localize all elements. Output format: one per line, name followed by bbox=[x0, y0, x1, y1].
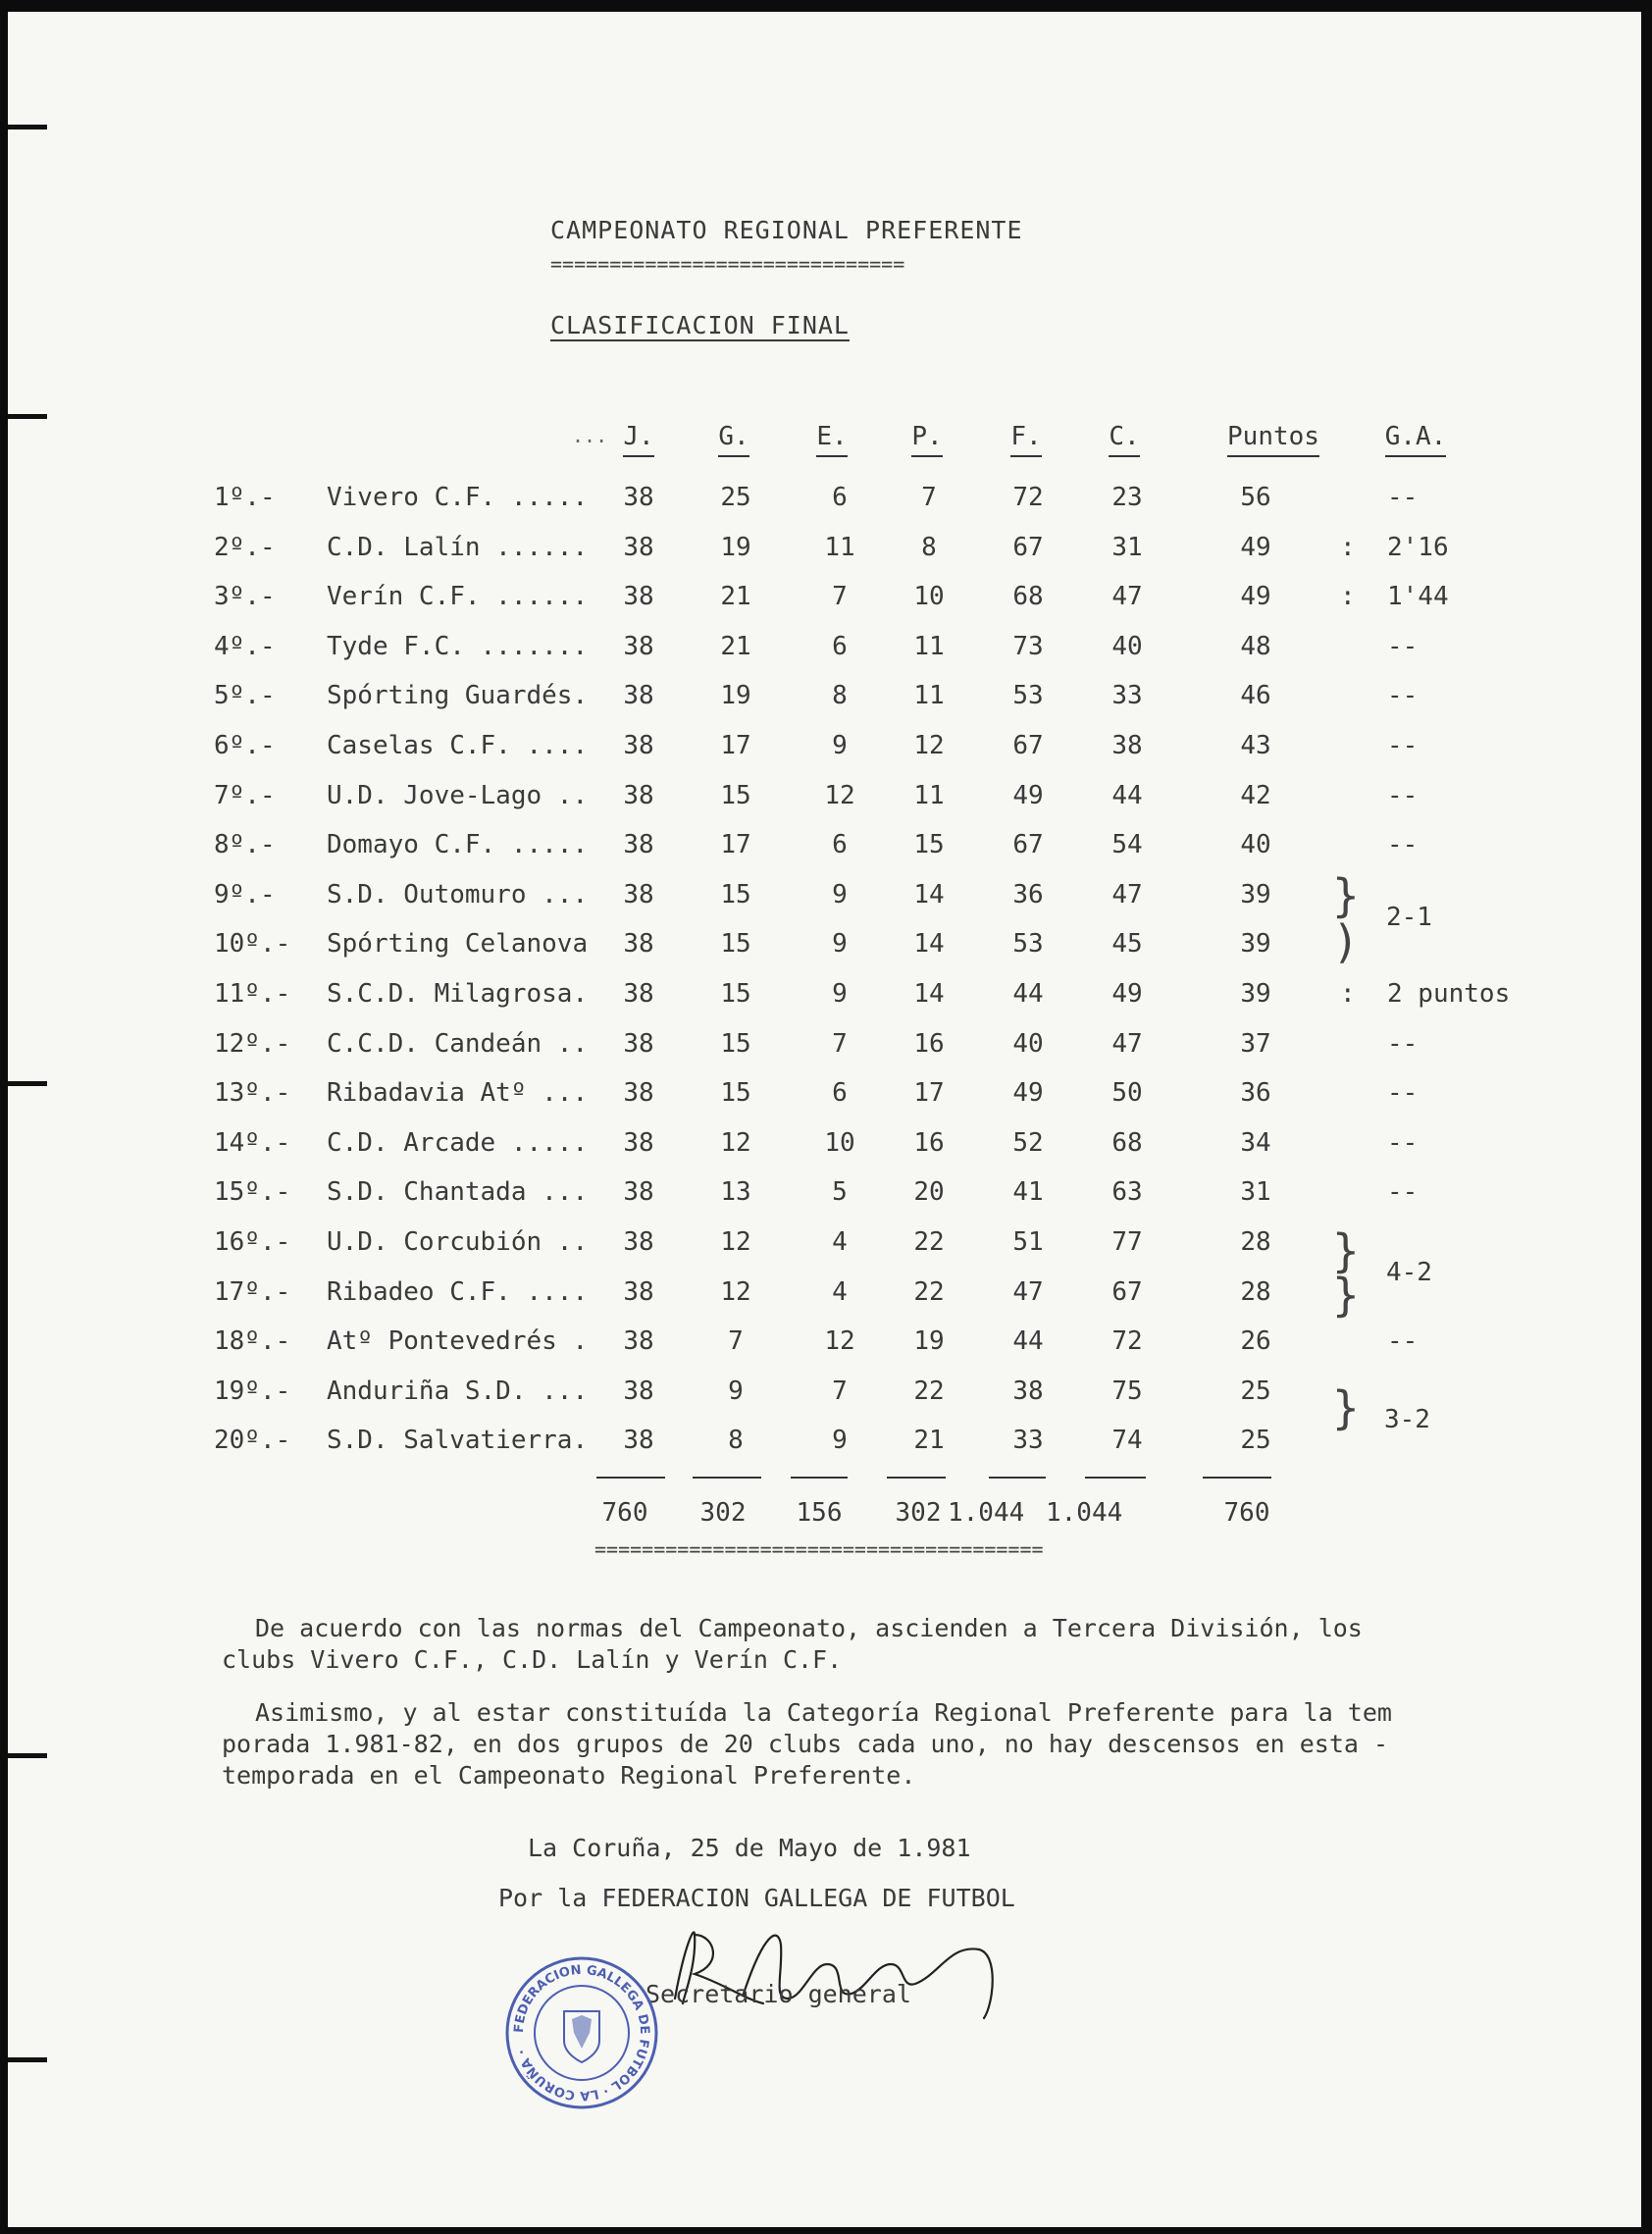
played: 38 bbox=[623, 1227, 654, 1257]
goals-against: 38 bbox=[1111, 731, 1143, 760]
goals-against: 49 bbox=[1111, 979, 1143, 1009]
won: 21 bbox=[720, 631, 751, 661]
table-row bbox=[8, 830, 1641, 879]
table-row bbox=[8, 1078, 1641, 1127]
group-note-16-17: 4-2 bbox=[1386, 1258, 1432, 1287]
paragraph-promotion-line-2: clubs Vivero C.F., C.D. Lalín y Verín C.F. bbox=[222, 1645, 843, 1674]
club-name: Vivero C.F. ..... bbox=[327, 483, 589, 512]
won: 19 bbox=[720, 681, 751, 711]
club-name: Tyde F.C. ....... bbox=[327, 631, 589, 661]
table-row bbox=[8, 781, 1641, 830]
won: 13 bbox=[720, 1177, 751, 1208]
punch-mark bbox=[8, 414, 47, 419]
club-name: U.D. Jove-Lago .. bbox=[327, 780, 589, 810]
drawn: 5 bbox=[832, 1177, 848, 1208]
goals-against: 23 bbox=[1111, 483, 1143, 512]
position: 16º.- bbox=[214, 1227, 291, 1257]
goals-for: 33 bbox=[1012, 1426, 1044, 1456]
won: 8 bbox=[728, 1426, 744, 1456]
goal-average: 2'16 bbox=[1387, 532, 1449, 562]
goals-for: 67 bbox=[1012, 532, 1044, 562]
won: 12 bbox=[720, 1276, 751, 1307]
table-row bbox=[8, 731, 1641, 780]
drawn: 4 bbox=[832, 1276, 848, 1307]
club-name: C.D. Lalín ...... bbox=[327, 532, 589, 562]
points: 39 bbox=[1240, 929, 1271, 960]
points: 48 bbox=[1240, 631, 1271, 661]
table-row bbox=[8, 1177, 1641, 1226]
goals-for: 67 bbox=[1012, 830, 1044, 860]
drawn: 4 bbox=[832, 1227, 848, 1257]
brace-9-10-lower: ) bbox=[1332, 915, 1360, 968]
lost: 14 bbox=[913, 979, 945, 1009]
table-row bbox=[8, 1326, 1641, 1376]
stamp-text: FEDERACION GALLEGA DE FUTBOL · LA CORUÑA · bbox=[511, 1962, 652, 2104]
document-page bbox=[8, 12, 1641, 2227]
goal-average: -- bbox=[1387, 780, 1419, 810]
played: 38 bbox=[623, 929, 654, 960]
total-c: 1.044 bbox=[1046, 1498, 1123, 1528]
club-name: C.D. Arcade ..... bbox=[327, 1127, 589, 1158]
won: 21 bbox=[720, 582, 751, 612]
document-title: CAMPEONATO REGIONAL PREFERENTE bbox=[550, 216, 1023, 244]
played: 38 bbox=[623, 631, 654, 661]
total-pts: 760 bbox=[1223, 1498, 1270, 1528]
position: 9º.- bbox=[214, 879, 276, 909]
points: 40 bbox=[1240, 830, 1271, 860]
total-bar-c bbox=[1085, 1477, 1146, 1479]
position: 19º.- bbox=[214, 1376, 291, 1406]
drawn: 9 bbox=[832, 731, 848, 760]
col-header-f: F. bbox=[987, 422, 1065, 451]
punch-mark bbox=[8, 2057, 47, 2062]
points: 25 bbox=[1240, 1426, 1271, 1456]
table-row bbox=[8, 929, 1641, 978]
club-name: S.C.D. Milagrosa. bbox=[327, 979, 589, 1009]
drawn: 6 bbox=[832, 483, 848, 512]
points: 49 bbox=[1240, 582, 1271, 612]
position: 11º.- bbox=[214, 979, 291, 1009]
goals-against: 77 bbox=[1111, 1227, 1143, 1257]
goals-for: 47 bbox=[1012, 1276, 1044, 1307]
position: 18º.- bbox=[214, 1326, 291, 1357]
played: 38 bbox=[623, 879, 654, 909]
played: 38 bbox=[623, 979, 654, 1009]
drawn: 6 bbox=[832, 631, 848, 661]
lost: 22 bbox=[913, 1376, 945, 1406]
played: 38 bbox=[623, 731, 654, 760]
points: 43 bbox=[1240, 731, 1271, 760]
points: 39 bbox=[1240, 979, 1271, 1009]
goal-average: -- bbox=[1387, 1177, 1419, 1208]
goals-for: 44 bbox=[1012, 979, 1044, 1009]
goals-against: 31 bbox=[1111, 532, 1143, 562]
played: 38 bbox=[623, 1426, 654, 1456]
points: 26 bbox=[1240, 1326, 1271, 1357]
table-row bbox=[8, 582, 1641, 631]
total-f: 1.044 bbox=[948, 1498, 1025, 1528]
club-name: Atº Pontevedrés . bbox=[327, 1326, 589, 1357]
goals-against: 75 bbox=[1111, 1376, 1143, 1406]
col-header-ga: G.A. bbox=[1367, 422, 1465, 451]
position: 5º.- bbox=[214, 681, 276, 711]
federation-stamp bbox=[503, 1954, 660, 2111]
lost: 22 bbox=[913, 1276, 945, 1307]
points: 28 bbox=[1240, 1276, 1271, 1307]
position: 14º.- bbox=[214, 1127, 291, 1158]
lost: 14 bbox=[913, 879, 945, 909]
won: 12 bbox=[720, 1227, 751, 1257]
goals-against: 54 bbox=[1111, 830, 1143, 860]
goals-against: 72 bbox=[1111, 1326, 1143, 1357]
drawn: 7 bbox=[832, 582, 848, 612]
lost: 10 bbox=[913, 582, 945, 612]
goal-average: -- bbox=[1387, 1127, 1419, 1158]
col-header-puntos: Puntos bbox=[1200, 422, 1347, 451]
lost: 22 bbox=[913, 1227, 945, 1257]
lost: 11 bbox=[913, 681, 945, 711]
total-bar-f bbox=[989, 1477, 1046, 1479]
goals-for: 52 bbox=[1012, 1127, 1044, 1158]
position: 13º.- bbox=[214, 1078, 291, 1109]
points: 56 bbox=[1240, 483, 1271, 512]
lost: 15 bbox=[913, 830, 945, 860]
points: 46 bbox=[1240, 681, 1271, 711]
played: 38 bbox=[623, 1326, 654, 1357]
goals-for: 36 bbox=[1012, 879, 1044, 909]
drawn: 8 bbox=[832, 681, 848, 711]
place-date: La Coruña, 25 de Mayo de 1.981 bbox=[528, 1834, 971, 1862]
lost: 7 bbox=[921, 483, 937, 512]
goals-for: 67 bbox=[1012, 731, 1044, 760]
points: 36 bbox=[1240, 1078, 1271, 1109]
total-j: 760 bbox=[601, 1498, 648, 1528]
played: 38 bbox=[623, 681, 654, 711]
points: 42 bbox=[1240, 780, 1271, 810]
goals-for: 53 bbox=[1012, 929, 1044, 960]
lost: 14 bbox=[913, 929, 945, 960]
played: 38 bbox=[623, 1177, 654, 1208]
total-p: 302 bbox=[895, 1498, 942, 1528]
goals-for: 73 bbox=[1012, 631, 1044, 661]
club-name: Spórting Guardés. bbox=[327, 681, 589, 711]
table-row bbox=[8, 632, 1641, 681]
total-e: 156 bbox=[796, 1498, 843, 1528]
goals-against: 68 bbox=[1111, 1127, 1143, 1158]
lost: 8 bbox=[921, 532, 937, 562]
brace-9-10: } bbox=[1332, 869, 1360, 922]
goals-for: 51 bbox=[1012, 1227, 1044, 1257]
group-note-19-20: 3-2 bbox=[1384, 1405, 1430, 1434]
goals-against: 47 bbox=[1111, 879, 1143, 909]
club-name: S.D. Salvatierra. bbox=[327, 1426, 589, 1456]
paragraph-relegation-line-2: porada 1.981-82, en dos grupos de 20 clubs cada uno, no hay descensos en esta - bbox=[222, 1730, 1389, 1758]
signature-scribble bbox=[655, 1905, 1008, 2033]
goals-against: 45 bbox=[1111, 929, 1143, 960]
group-note-9-10: 2-1 bbox=[1386, 903, 1432, 932]
goal-average: -- bbox=[1387, 681, 1419, 711]
goal-average: 2 puntos bbox=[1387, 979, 1511, 1009]
tiebreak-separator: : bbox=[1340, 979, 1356, 1009]
total-bar-p bbox=[887, 1477, 946, 1479]
drawn: 9 bbox=[832, 1426, 848, 1456]
goals-against: 47 bbox=[1111, 582, 1143, 612]
won: 12 bbox=[720, 1127, 751, 1158]
goal-average: -- bbox=[1387, 731, 1419, 760]
won: 7 bbox=[728, 1326, 744, 1357]
header-leader-dots: ... bbox=[572, 424, 608, 447]
goals-against: 50 bbox=[1111, 1078, 1143, 1109]
won: 17 bbox=[720, 731, 751, 760]
punch-mark bbox=[8, 125, 47, 130]
won: 15 bbox=[720, 929, 751, 960]
points: 31 bbox=[1240, 1177, 1271, 1208]
points: 25 bbox=[1240, 1376, 1271, 1406]
goals-for: 41 bbox=[1012, 1177, 1044, 1208]
position: 6º.- bbox=[214, 731, 276, 760]
won: 9 bbox=[728, 1376, 744, 1406]
drawn: 6 bbox=[832, 830, 848, 860]
paragraph-relegation-line-1: Asimismo, y al estar constituída la Categoría Regional Preferente para la tem bbox=[255, 1698, 1392, 1727]
tiebreak-separator: : bbox=[1340, 532, 1356, 562]
points: 39 bbox=[1240, 879, 1271, 909]
document-subtitle: CLASIFICACION FINAL bbox=[550, 311, 850, 339]
drawn: 9 bbox=[832, 879, 848, 909]
played: 38 bbox=[623, 1078, 654, 1109]
total-bar-j bbox=[596, 1477, 665, 1479]
brace-16-17-lower: } bbox=[1332, 1269, 1360, 1322]
goals-against: 33 bbox=[1111, 681, 1143, 711]
goal-average: 1'44 bbox=[1387, 582, 1449, 612]
goals-for: 40 bbox=[1012, 1028, 1044, 1059]
played: 38 bbox=[623, 532, 654, 562]
lost: 19 bbox=[913, 1326, 945, 1357]
won: 15 bbox=[720, 1028, 751, 1059]
goals-for: 72 bbox=[1012, 483, 1044, 512]
table-row bbox=[8, 1029, 1641, 1078]
total-g: 302 bbox=[699, 1498, 747, 1528]
lost: 17 bbox=[913, 1078, 945, 1109]
lost: 20 bbox=[913, 1177, 945, 1208]
points: 28 bbox=[1240, 1227, 1271, 1257]
drawn: 7 bbox=[832, 1028, 848, 1059]
club-name: S.D. Chantada ... bbox=[327, 1177, 589, 1208]
played: 38 bbox=[623, 1127, 654, 1158]
won: 15 bbox=[720, 879, 751, 909]
position: 15º.- bbox=[214, 1177, 291, 1208]
played: 38 bbox=[623, 830, 654, 860]
goal-average: -- bbox=[1387, 830, 1419, 860]
position: 8º.- bbox=[214, 830, 276, 860]
position: 7º.- bbox=[214, 780, 276, 810]
goals-against: 40 bbox=[1111, 631, 1143, 661]
goals-for: 44 bbox=[1012, 1326, 1044, 1357]
tiebreak-separator: : bbox=[1340, 582, 1356, 612]
goals-against: 74 bbox=[1111, 1426, 1143, 1456]
position: 4º.- bbox=[214, 631, 276, 661]
table-row bbox=[8, 979, 1641, 1028]
drawn: 11 bbox=[824, 532, 855, 562]
position: 1º.- bbox=[214, 483, 276, 512]
col-header-p: P. bbox=[888, 422, 966, 451]
drawn: 10 bbox=[824, 1127, 855, 1158]
goals-for: 53 bbox=[1012, 681, 1044, 711]
club-name: Ribadeo C.F. .... bbox=[327, 1276, 589, 1307]
club-name: Ribadavia Atº ... bbox=[327, 1078, 589, 1109]
drawn: 6 bbox=[832, 1078, 848, 1109]
lost: 16 bbox=[913, 1127, 945, 1158]
won: 25 bbox=[720, 483, 751, 512]
goals-for: 49 bbox=[1012, 1078, 1044, 1109]
club-name: Domayo C.F. ..... bbox=[327, 830, 589, 860]
goal-average: -- bbox=[1387, 483, 1419, 512]
goal-average: -- bbox=[1387, 1078, 1419, 1109]
punch-mark bbox=[8, 1753, 47, 1758]
won: 15 bbox=[720, 780, 751, 810]
lost: 16 bbox=[913, 1028, 945, 1059]
points: 49 bbox=[1240, 532, 1271, 562]
goals-for: 68 bbox=[1012, 582, 1044, 612]
club-name: U.D. Corcubión .. bbox=[327, 1227, 589, 1257]
goal-average: -- bbox=[1387, 631, 1419, 661]
club-name: Anduriña S.D. ... bbox=[327, 1376, 589, 1406]
played: 38 bbox=[623, 780, 654, 810]
brace-16-17: } bbox=[1332, 1224, 1360, 1277]
lost: 11 bbox=[913, 780, 945, 810]
position: 12º.- bbox=[214, 1028, 291, 1059]
goal-average: -- bbox=[1387, 1028, 1419, 1059]
goals-for: 38 bbox=[1012, 1376, 1044, 1406]
club-name: C.C.D. Candeán .. bbox=[327, 1028, 589, 1059]
points: 37 bbox=[1240, 1028, 1271, 1059]
goals-against: 44 bbox=[1111, 780, 1143, 810]
goals-against: 47 bbox=[1111, 1028, 1143, 1059]
position: 20º.- bbox=[214, 1426, 291, 1456]
won: 17 bbox=[720, 830, 751, 860]
total-bar-pts bbox=[1203, 1477, 1271, 1479]
drawn: 12 bbox=[824, 1326, 855, 1357]
lost: 21 bbox=[913, 1426, 945, 1456]
goals-against: 67 bbox=[1111, 1276, 1143, 1307]
goal-average: -- bbox=[1387, 1326, 1419, 1357]
signed-by: Por la FEDERACION GALLEGA DE FUTBOL bbox=[498, 1884, 1015, 1912]
signer-role: Secretario general bbox=[645, 1980, 911, 2008]
played: 38 bbox=[623, 483, 654, 512]
col-header-c: C. bbox=[1085, 422, 1163, 451]
totals-rule: ====================================== bbox=[594, 1537, 1044, 1561]
paragraph-promotion-line-1: De acuerdo con las normas del Campeonato, ascienden a Tercera División, los bbox=[255, 1614, 1363, 1642]
played: 38 bbox=[623, 582, 654, 612]
total-bar-e bbox=[791, 1477, 848, 1479]
drawn: 12 bbox=[824, 780, 855, 810]
drawn: 7 bbox=[832, 1376, 848, 1406]
position: 17º.- bbox=[214, 1276, 291, 1307]
club-name: Caselas C.F. .... bbox=[327, 731, 589, 760]
drawn: 9 bbox=[832, 979, 848, 1009]
table-row bbox=[8, 483, 1641, 532]
brace-19-20: } bbox=[1332, 1381, 1360, 1434]
table-row bbox=[8, 533, 1641, 582]
club-name: S.D. Outomuro ... bbox=[327, 879, 589, 909]
goals-for: 49 bbox=[1012, 780, 1044, 810]
club-name: Verín C.F. ...... bbox=[327, 582, 589, 612]
played: 38 bbox=[623, 1276, 654, 1307]
total-bar-g bbox=[693, 1477, 761, 1479]
col-header-g: G. bbox=[695, 422, 773, 451]
played: 38 bbox=[623, 1376, 654, 1406]
drawn: 9 bbox=[832, 929, 848, 960]
position: 3º.- bbox=[214, 582, 276, 612]
table-row bbox=[8, 681, 1641, 730]
title-rule: ============================== bbox=[550, 252, 905, 276]
played: 38 bbox=[623, 1028, 654, 1059]
position: 10º.- bbox=[214, 929, 291, 960]
lost: 12 bbox=[913, 731, 945, 760]
position: 2º.- bbox=[214, 532, 276, 562]
won: 15 bbox=[720, 1078, 751, 1109]
won: 19 bbox=[720, 532, 751, 562]
col-header-e: E. bbox=[793, 422, 871, 451]
lost: 11 bbox=[913, 631, 945, 661]
points: 34 bbox=[1240, 1127, 1271, 1158]
won: 15 bbox=[720, 979, 751, 1009]
table-row bbox=[8, 1128, 1641, 1177]
club-name: Spórting Celanova bbox=[327, 929, 589, 960]
goals-against: 63 bbox=[1111, 1177, 1143, 1208]
paragraph-relegation-line-3: temporada en el Campeonato Regional Preferente. bbox=[222, 1761, 916, 1790]
col-header-j: J. bbox=[599, 422, 678, 451]
